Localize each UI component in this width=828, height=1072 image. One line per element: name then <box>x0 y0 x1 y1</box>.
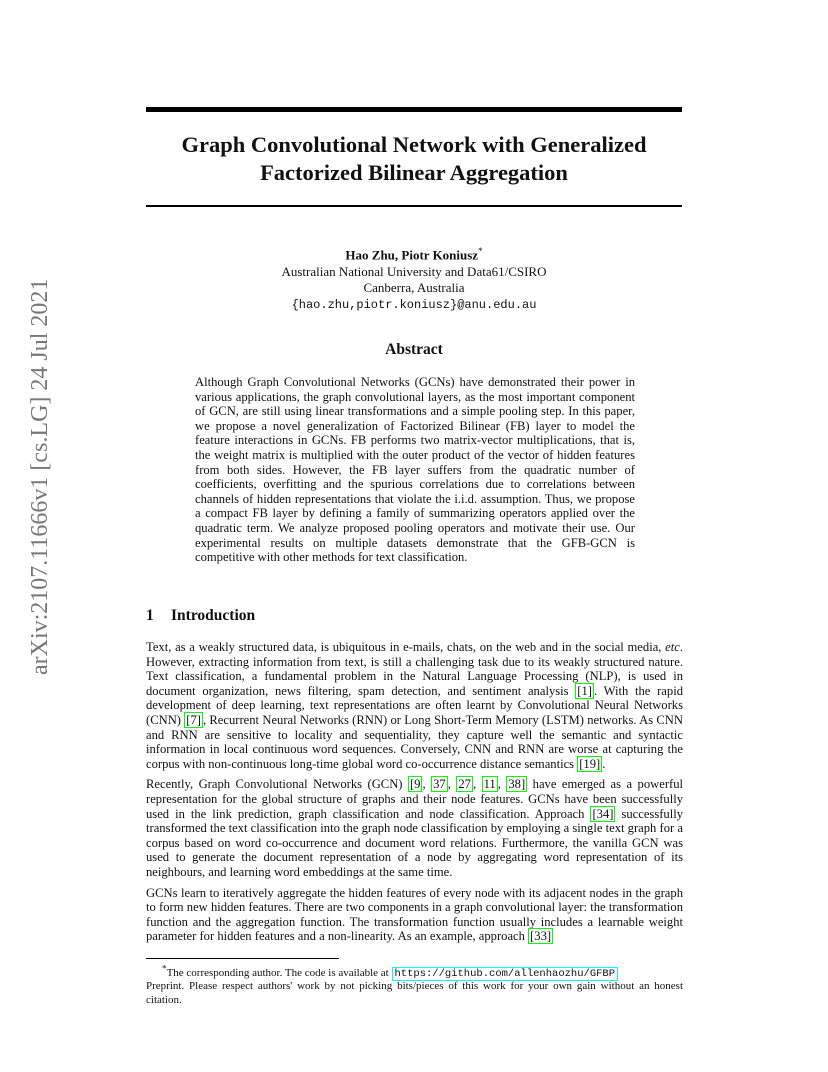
author-footnote-mark: * <box>478 246 483 256</box>
section-title: Introduction <box>171 607 256 624</box>
intro-paragraph-1 <box>146 640 683 771</box>
citation-link[interactable]: [7] <box>186 712 201 727</box>
title-line-1: Graph Convolutional Network with Generalized <box>181 132 647 157</box>
abstract-text: Although Graph Convolutional Networks (GCNs) have demonstrated their power in various applications, the graph convolutional layers, as the most important component of GCN, are still using linear transformations and a simple pooling step. In this paper, we propose a novel generalization of Factorized Bilinear (FB) layer to model the feature interactions in GCNs. FB performs two matrix-vector multiplications, that is, the weight matrix is multiplied with the outer product of the vector of hidden features from both sides. However, the FB layer suffers from the quadratic number of coefficients, overfitting and the spurious correlations due to correlations between channels of hidden representations that violate the i.i.d. assumption. Thus, we propose a compact FB layer by defining a family of summarizing operators applied over the quadratic term. We analyze proposed pooling operators and motivate their use. Our experimental results on multiple datasets demonstrate that the GFB-GCN is competitive with other methods for text classification. <box>195 375 635 565</box>
footnote <box>146 962 683 981</box>
text-run: . With the rapid development of deep learning, text representations are often learnt by Convolutional Neural Networks (CNN) <box>146 683 683 727</box>
author-names: Hao Zhu, Piotr Koniusz <box>345 247 479 263</box>
title-top-rule <box>146 107 682 112</box>
affiliation: Australian National University and Data61/CSIRO <box>281 263 547 279</box>
text-run: Recently, Graph Convolutional Networks (GCN) <box>146 777 408 792</box>
text-run: , Recurrent Neural Networks (RNN) or Long Short-Term Memory (LSTM) networks. As CNN and RNN are sensitive to locality and sequentiality, they capture well the semantic and syntactic information in local continuous word sequences. Conversely, CNN and RNN are worse at capturing the corpus with non-continuous long-time global word co-occurrence distance semantics <box>146 712 683 771</box>
intro-paragraph-3 <box>146 886 683 944</box>
footnote-text: The corresponding author. The code is available at <box>166 966 392 979</box>
citation-link[interactable]: 11 <box>483 777 496 792</box>
email: {hao.zhu,piotr.koniusz}@anu.edu.au <box>291 297 537 312</box>
citation-link[interactable]: [34] <box>592 806 614 821</box>
citation-link[interactable]: [9 <box>409 777 421 792</box>
text-run: GCNs learn to iteratively aggregate the hidden features of every node with its adjacent nodes in the graph to form new hidden features. There are two components in a graph convolutional layer: the transformation function and the aggregation function. The transformation function usually includes a learnable weight parameter for hidden features and a non-linearity. As an example, approach <box>146 885 683 944</box>
location: Canberra, Australia <box>363 280 465 296</box>
citation-link[interactable]: 38] <box>508 777 526 792</box>
author-block <box>146 243 682 313</box>
citation-link[interactable]: [19] <box>579 756 601 771</box>
section-number: 1 <box>146 607 154 624</box>
text-run: . <box>602 756 606 771</box>
intro-paragraph-2: Recently, Graph Convolutional Networks (GCN) [9 , 37 , 27 , 11 , 38] have emerged as a powerful representation for the global structure of graphs and their node features. GCNs have been successfully used in the link prediction, graph classification and node classification. Approach [34] successfully transformed the text classification into the graph node classification by employing a single text graph for a corpus based on word co-occurrence and document word relations. Furthermore, the vanilla GCN was used to generate the document representation of a node by aggregating word representation of its neighbours, and learning word embeddings at the same time. <box>146 777 684 879</box>
footnote-rule <box>146 958 339 959</box>
arxiv-sidebar-stamp: arXiv:2107.11666v1 [cs.LG] 24 Jul 2021 <box>27 278 53 675</box>
text-run: have emerged as a powerful representation for the global structure of graphs and their node features. GCNs have been successfully used in the link prediction, graph classification and node classification. Approach <box>146 777 684 821</box>
text-run: successfully transformed the text classification into the graph node classification by employing a single text graph for a corpus based on word co-occurrence and document word relations. Furthermore, the vanilla GCN was used to generate the document representation of a node by aggregating word representation of its neighbours, and learning word embeddings at the same time. <box>146 806 684 879</box>
title-bottom-rule <box>146 205 682 207</box>
footnote-mark: * <box>162 963 167 973</box>
title-line-2: Factorized Bilinear Aggregation <box>260 160 568 185</box>
preprint-note: Preprint. Please respect authors' work by not picking bits/pieces of this work for your own gain without an honest citation. <box>146 980 683 1006</box>
section-heading-introduction <box>146 607 255 625</box>
citation-link[interactable]: 37 <box>433 777 446 792</box>
text-run: Text, as a weakly structured data, is ubiquitous in e-mails, chats, on the web and in the social media, <box>146 640 666 654</box>
text-run: . However, extracting information from text, is still a challenging task due to its weakly structured nature. Text classification, a fundamental problem in the Natural Language Processing (NLP), is used in document organization, news filtering, spam detection, and sentiment analysis <box>146 640 683 698</box>
abstract-heading: Abstract <box>385 341 443 358</box>
text-run: etc <box>665 640 680 654</box>
citation-link[interactable]: 27 <box>458 777 471 792</box>
abstract-body <box>195 375 635 565</box>
introduction-body <box>146 640 683 950</box>
citation-link[interactable]: [1] <box>577 683 592 698</box>
citation-link[interactable]: [33] <box>530 929 552 944</box>
paper-title <box>146 131 682 187</box>
code-url-link[interactable]: https://github.com/allenhaozhu/GFBP <box>392 967 619 981</box>
